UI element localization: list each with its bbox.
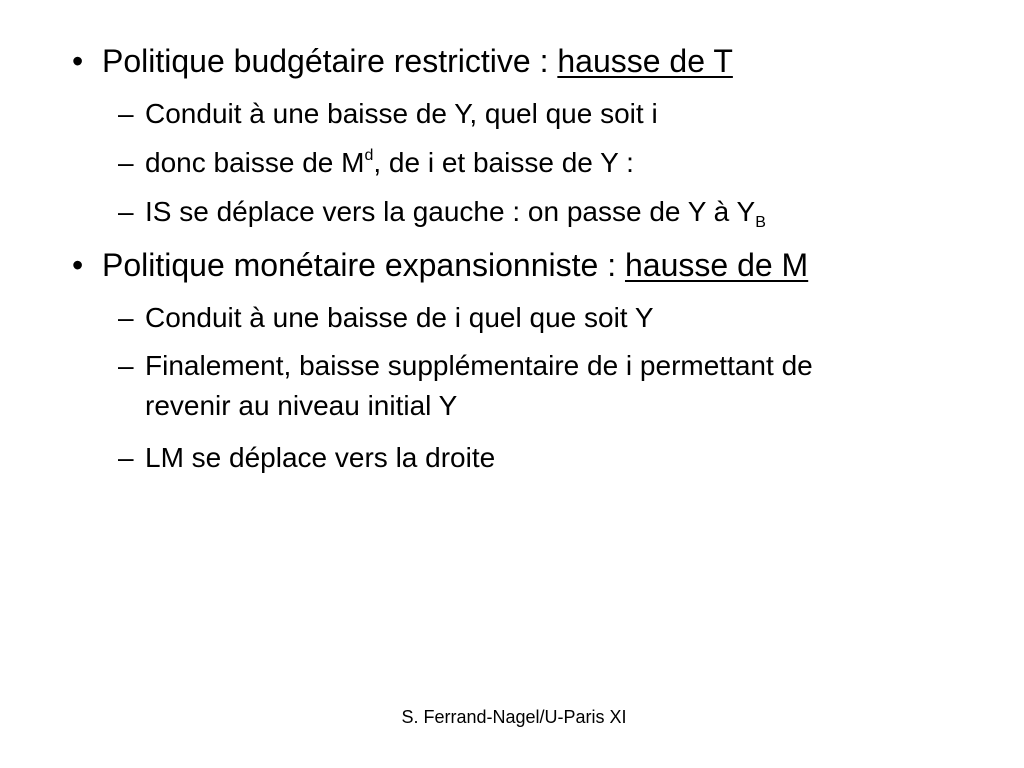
sub-item-text: [145, 143, 634, 183]
dash-marker: –: [118, 196, 134, 227]
text-main: IS se déplace vers la gauche : on passe de Y à Y: [145, 196, 756, 227]
bullet-text: [102, 246, 808, 284]
sub-item-text: Conduit à une baisse de i quel que soit Y: [145, 302, 654, 333]
superscript: d: [364, 147, 374, 164]
dash-marker: –: [118, 302, 134, 333]
dash-marker: –: [118, 147, 134, 178]
bullet-label: Politique budgétaire restrictive :: [102, 43, 558, 79]
text-line-2: revenir au niveau initial Y: [145, 390, 458, 421]
dash-marker: –: [118, 98, 134, 129]
dash-marker: –: [118, 350, 134, 381]
sub-item-text: [145, 346, 813, 426]
sub-item-text: Conduit à une baisse de Y, quel que soit i: [145, 98, 658, 129]
bullet-label: Politique monétaire expansionniste :: [102, 247, 625, 283]
underlined-emphasis: hausse de T: [557, 43, 733, 79]
bullet-marker: •: [72, 247, 84, 283]
text-before: donc baisse de M: [145, 147, 365, 178]
bullet-text: [102, 42, 733, 80]
dash-marker: –: [118, 442, 134, 473]
text-line-1: Finalement, baisse supplémentaire de i permettant de: [145, 350, 813, 381]
sub-item-text: LM se déplace vers la droite: [145, 442, 496, 473]
slide-footer: S. Ferrand-Nagel/U-Paris XI: [401, 707, 627, 727]
bullet-marker: •: [72, 43, 84, 79]
subscript: B: [755, 214, 766, 231]
sub-item-text: [145, 192, 766, 232]
underlined-emphasis: hausse de M: [624, 247, 809, 283]
text-after: , de i et baisse de Y :: [373, 147, 634, 178]
